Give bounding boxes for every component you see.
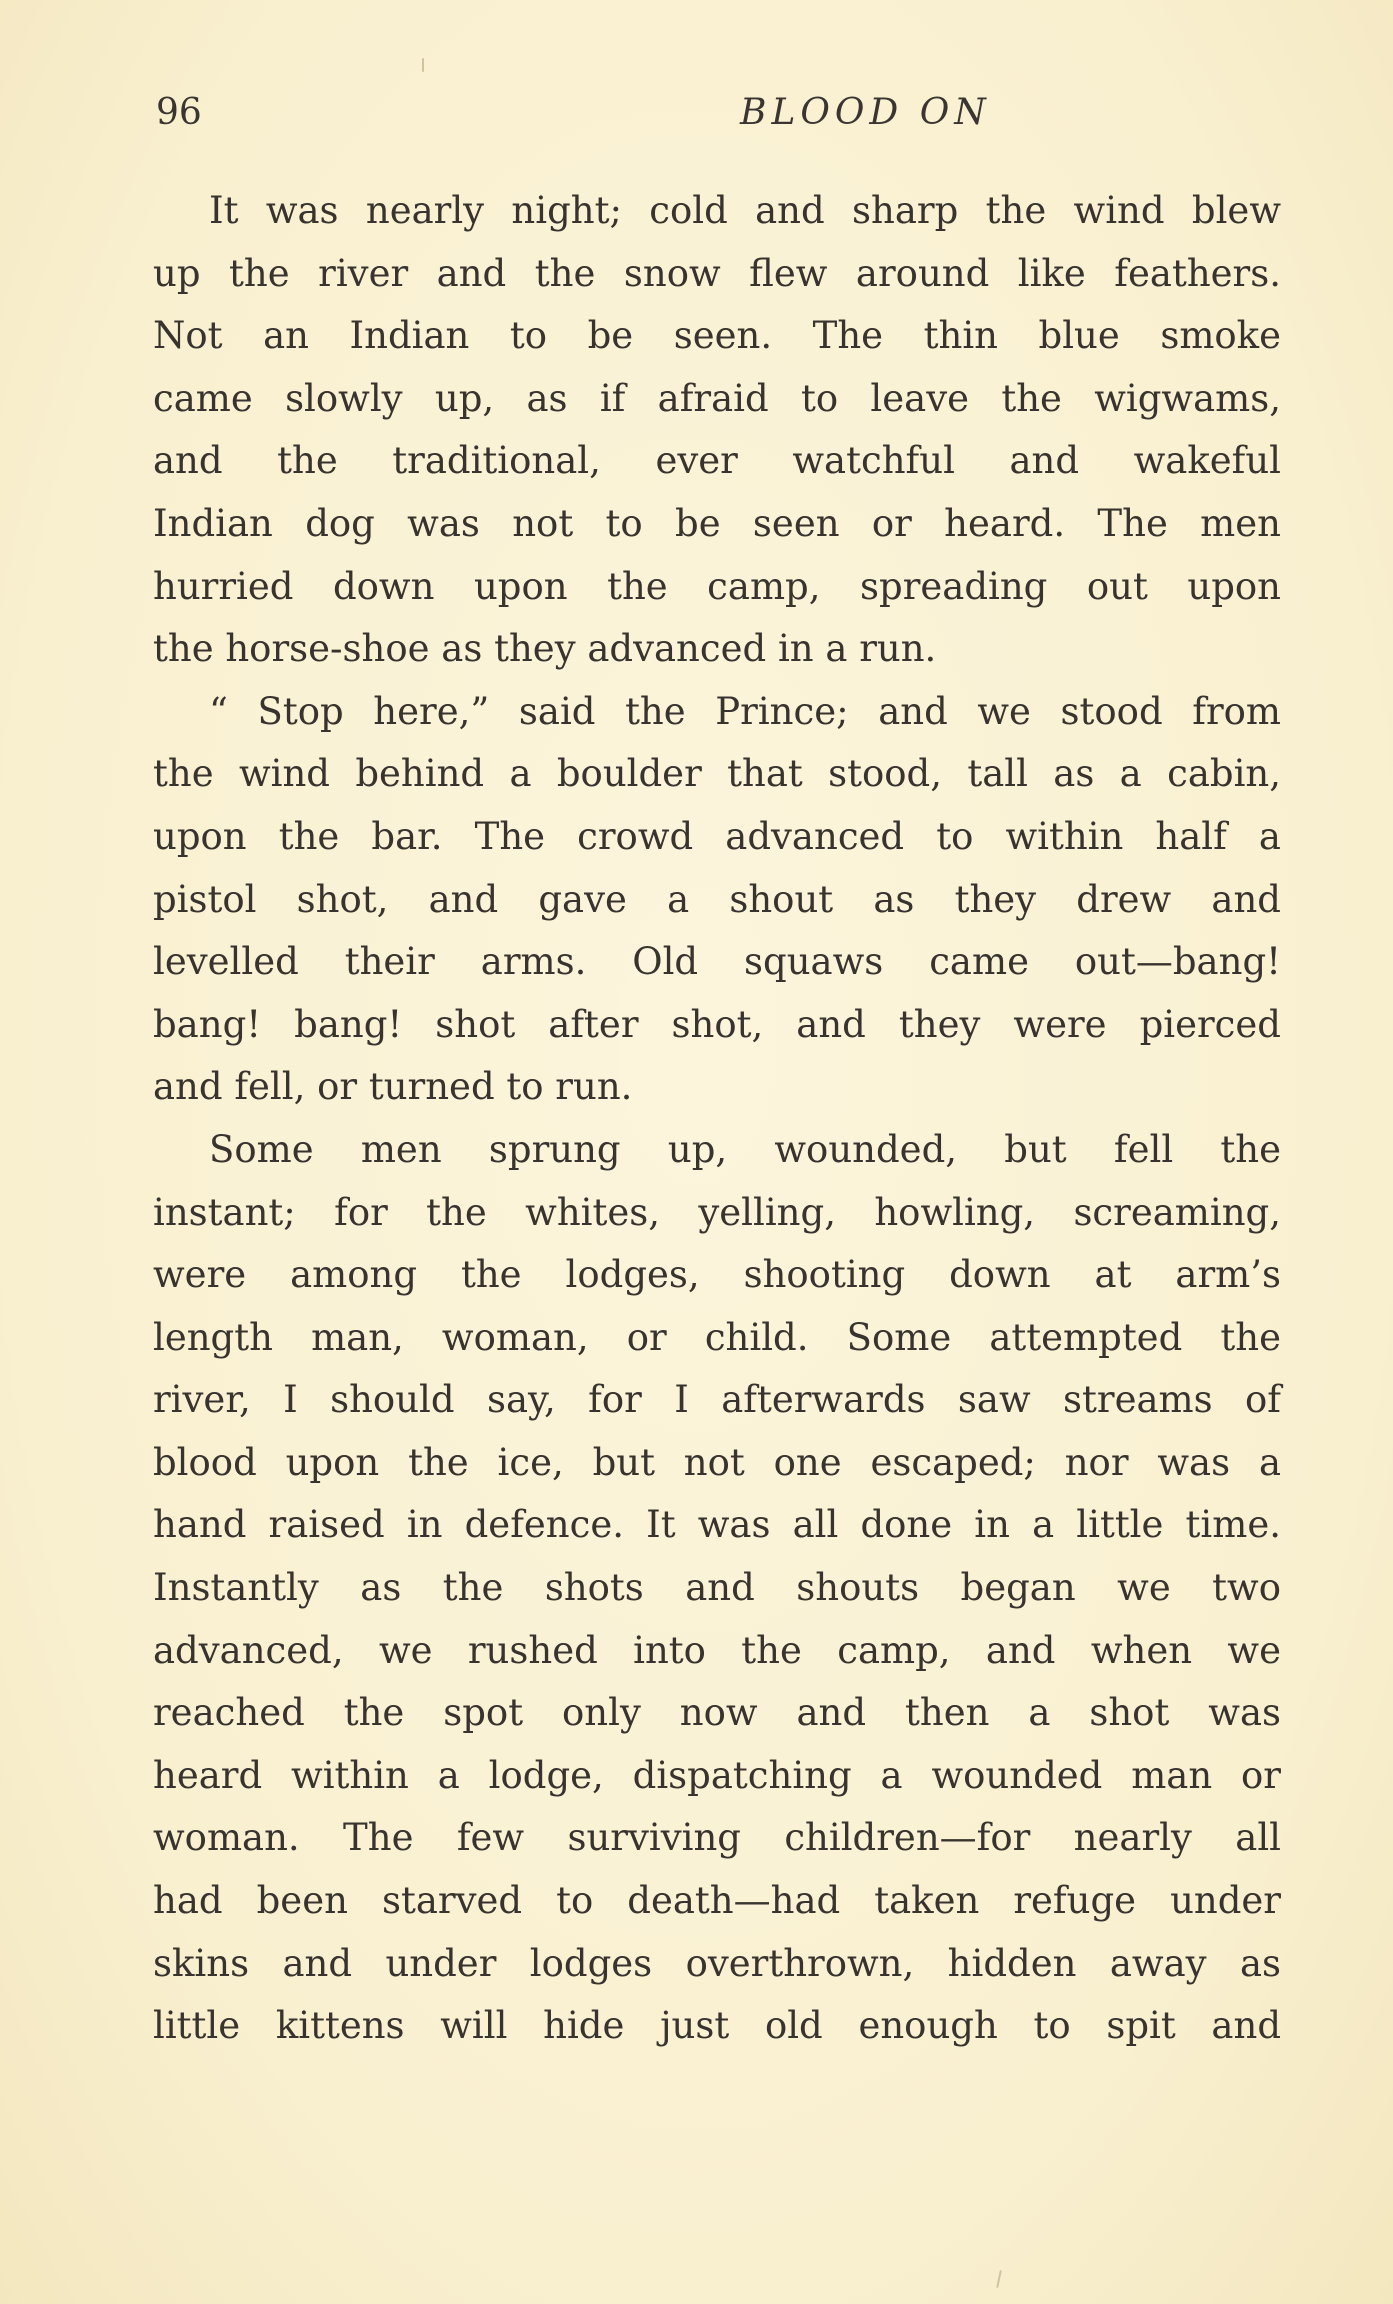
paper-speck: [996, 2270, 1002, 2288]
paper-speck: [422, 58, 424, 72]
text-line: bang! bang! shot after shot, and they were pierced: [153, 1002, 1281, 1046]
text-line: upon the bar. The crowd advanced to within half a: [153, 814, 1281, 858]
text-line: little kittens will hide just old enough to spit and: [153, 2004, 1281, 2048]
text-line: “ Stop here,” said the Prince; and we stood from: [209, 689, 1281, 733]
text-line: woman. The few surviving children—for nearly all: [153, 1816, 1281, 1860]
text-line: It was nearly night; cold and sharp the wind blew: [209, 189, 1281, 232]
text-line: river, I should say, for I afterwards saw streams of: [153, 1378, 1281, 1422]
text-line: length man, woman, or child. Some attempted the: [153, 1315, 1281, 1359]
text-line: hand raised in defence. It was all done in a little time.: [153, 1503, 1281, 1547]
body-text: [153, 180, 1281, 2058]
text-line: had been starved to death—had taken refuge under: [153, 1879, 1281, 1923]
text-line: Some men sprung up, wounded, but fell the: [209, 1127, 1281, 1171]
text-line: reached the spot only now and then a shot was: [153, 1691, 1281, 1735]
text-line: hurried down upon the camp, spreading out upon: [153, 564, 1281, 608]
running-title: BLOOD ON: [740, 92, 991, 133]
text-line: up the river and the snow flew around like feathers.: [153, 251, 1281, 295]
text-line: blood upon the ice, but not one escaped; nor was a: [153, 1440, 1281, 1484]
text-line: heard within a lodge, dispatching a wounded man or: [153, 1753, 1281, 1797]
page-number: 96: [156, 92, 202, 133]
text-line: pistol shot, and gave a shout as they drew and: [153, 877, 1281, 921]
text-line: advanced, we rushed into the camp, and when we: [153, 1628, 1281, 1672]
text-line: levelled their arms. Old squaws came out—bang!: [153, 940, 1281, 984]
text-line: Not an Indian to be seen. The thin blue smoke: [153, 314, 1281, 358]
text-line: were among the lodges, shooting down at arm’s: [153, 1253, 1281, 1297]
text-line: came slowly up, as if afraid to leave the wigwams,: [153, 376, 1281, 420]
text-line: Instantly as the shots and shouts began we two: [153, 1566, 1281, 1610]
text-line: skins and under lodges overthrown, hidden away as: [153, 1941, 1281, 1985]
text-line: the wind behind a boulder that stood, tall as a cabin,: [153, 752, 1281, 796]
page-header: [156, 86, 1280, 146]
text-line: and the traditional, ever watchful and wakeful: [153, 439, 1281, 483]
text-line: instant; for the whites, yelling, howling, screaming,: [153, 1190, 1281, 1234]
text-line: the horse-shoe as they advanced in a run.: [153, 627, 937, 671]
text-line: and fell, or turned to run.: [153, 1065, 633, 1109]
text-line: Indian dog was not to be seen or heard. The men: [153, 501, 1281, 545]
